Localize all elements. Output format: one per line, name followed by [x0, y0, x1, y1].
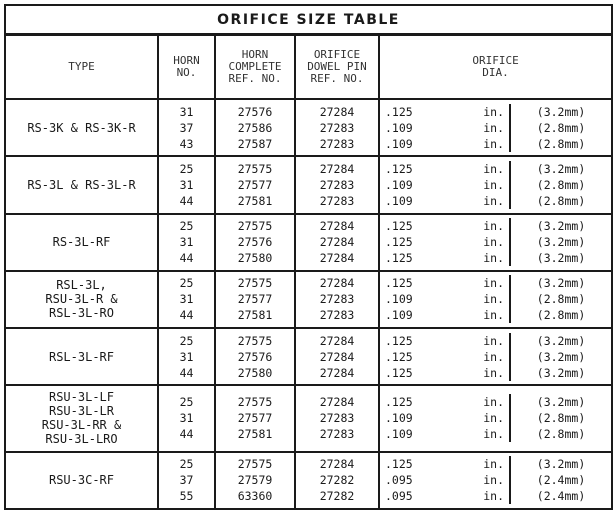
horn-no: 31	[179, 292, 194, 307]
dia-inch-cell	[379, 214, 509, 271]
type-cell	[5, 385, 158, 451]
horn-ref: 27577	[237, 177, 273, 192]
header-line: ORIFICE	[313, 48, 361, 61]
dia-inch-line	[380, 333, 509, 349]
type-line: RSU-3L-LR	[48, 404, 115, 419]
header-type	[5, 35, 158, 100]
unit-in: in.	[483, 193, 504, 208]
dia-inch-value: .109	[385, 427, 413, 442]
horn-ref: 27576	[237, 235, 273, 250]
header-line: DOWEL PIN	[307, 60, 367, 73]
type-cell	[5, 214, 158, 271]
horn-no-cell	[158, 452, 215, 509]
horn-no: 31	[179, 411, 194, 426]
horn-no: 55	[179, 489, 194, 504]
dia-mm: (3.2mm)	[509, 349, 611, 365]
horn-ref: 27575	[237, 276, 273, 291]
dowel-ref-cell	[295, 452, 379, 509]
dowel-ref: 27283	[319, 292, 355, 307]
horn-ref: 27580	[237, 365, 273, 380]
dia-mm-cell	[509, 99, 612, 156]
horn-ref: 27579	[237, 473, 273, 488]
dowel-ref: 27283	[319, 120, 355, 135]
header-line: NO.	[176, 66, 197, 79]
dowel-ref: 27283	[319, 136, 355, 151]
dowel-ref-cell	[295, 156, 379, 213]
unit-in: in.	[483, 161, 504, 176]
horn-ref: 27581	[237, 308, 273, 323]
horn-no: 25	[179, 333, 194, 348]
dia-mm: (2.4mm)	[509, 488, 611, 504]
horn-no: 44	[179, 308, 194, 323]
header-orifice-dia	[379, 35, 612, 100]
dia-inch-cell	[379, 328, 509, 385]
horn-ref: 27580	[237, 251, 273, 266]
unit-in: in.	[483, 365, 504, 380]
dia-inch-line	[380, 120, 509, 136]
dowel-ref: 27282	[319, 473, 355, 488]
dia-inch-value: .125	[385, 333, 413, 348]
dia-inch-cell	[379, 156, 509, 213]
dia-inch-value: .125	[385, 365, 413, 380]
horn-ref: 27581	[237, 427, 273, 442]
dia-inch-value: .125	[385, 395, 413, 410]
dia-mm: (3.2mm)	[509, 161, 611, 177]
dia-mm: (3.2mm)	[509, 456, 611, 472]
dia-inch-line	[380, 426, 509, 442]
horn-ref: 27587	[237, 136, 273, 151]
horn-no: 25	[179, 161, 194, 176]
table-row-group	[5, 156, 612, 213]
horn-ref: 63360	[237, 489, 273, 504]
dia-inch-line	[380, 193, 509, 209]
horn-ref: 27576	[237, 104, 273, 119]
header-line: REF. NO.	[310, 72, 364, 85]
dia-inch-line	[380, 234, 509, 250]
unit-in: in.	[483, 292, 504, 307]
dia-inch-line	[380, 275, 509, 291]
dowel-ref-cell	[295, 385, 379, 451]
dia-inch-cell	[379, 452, 509, 509]
dia-mm-cell	[509, 271, 612, 328]
dia-mm: (3.2mm)	[509, 333, 611, 349]
dowel-ref: 27283	[319, 427, 355, 442]
header-dowel-pin-ref	[295, 35, 379, 100]
dowel-ref-cell	[295, 99, 379, 156]
dia-mm: (3.2mm)	[509, 104, 611, 120]
type-line: RSU-3L-LRO	[45, 432, 118, 447]
dia-mm-cell	[509, 328, 612, 385]
horn-ref-cell	[215, 99, 295, 156]
type-line: RSU-3L-LF	[48, 390, 115, 405]
dowel-ref-cell	[295, 328, 379, 385]
dia-inch-value: .125	[385, 251, 413, 266]
dowel-ref: 27284	[319, 349, 355, 364]
horn-no: 25	[179, 219, 194, 234]
horn-no-cell	[158, 385, 215, 451]
dia-inch-line	[380, 104, 509, 120]
horn-no: 25	[179, 395, 194, 410]
dia-inch-line	[380, 291, 509, 307]
type-line: RS-3K & RS-3K-R	[27, 120, 136, 135]
type-line: RSL-3L-RO	[48, 306, 115, 321]
table-row-group	[5, 452, 612, 509]
horn-ref: 27586	[237, 120, 273, 135]
dia-inch-cell	[379, 271, 509, 328]
horn-ref: 27575	[237, 395, 273, 410]
type-cell	[5, 156, 158, 213]
horn-ref: 27575	[237, 161, 273, 176]
dia-mm: (2.8mm)	[509, 177, 611, 193]
dia-inch-value: .109	[385, 193, 413, 208]
dowel-ref: 27282	[319, 489, 355, 504]
dowel-ref-cell	[295, 214, 379, 271]
dia-inch-line	[380, 472, 509, 488]
horn-no: 31	[179, 104, 194, 119]
dia-inch-line	[380, 488, 509, 504]
header-line: REF. NO.	[228, 72, 282, 85]
horn-no-cell	[158, 99, 215, 156]
type-cell	[5, 328, 158, 385]
dia-inch-value: .109	[385, 120, 413, 135]
unit-in: in.	[483, 219, 504, 234]
horn-no: 44	[179, 193, 194, 208]
dia-mm: (2.8mm)	[509, 193, 611, 209]
dia-inch-line	[380, 456, 509, 472]
dowel-ref: 27284	[319, 365, 355, 380]
unit-in: in.	[483, 235, 504, 250]
dowel-ref: 27284	[319, 251, 355, 266]
horn-no-cell	[158, 214, 215, 271]
dia-inch-line	[380, 161, 509, 177]
unit-in: in.	[483, 411, 504, 426]
dowel-ref: 27284	[319, 104, 355, 119]
horn-ref: 27577	[237, 292, 273, 307]
dia-inch-cell	[379, 99, 509, 156]
horn-no: 43	[179, 136, 194, 151]
table-row-group	[5, 214, 612, 271]
horn-ref: 27575	[237, 457, 273, 472]
horn-ref: 27581	[237, 193, 273, 208]
type-line: RSU-3L-RR &	[41, 418, 122, 433]
dia-inch-value: .125	[385, 349, 413, 364]
type-cell	[5, 271, 158, 328]
dowel-ref: 27284	[319, 457, 355, 472]
dia-inch-value: .125	[385, 219, 413, 234]
horn-no: 44	[179, 427, 194, 442]
horn-ref-cell	[215, 156, 295, 213]
table-title: ORIFICE SIZE TABLE	[5, 5, 612, 35]
dia-mm: (3.2mm)	[509, 275, 611, 291]
dia-mm: (2.8mm)	[509, 426, 611, 442]
horn-no: 37	[179, 473, 194, 488]
horn-no: 44	[179, 365, 194, 380]
unit-in: in.	[483, 333, 504, 348]
dia-mm-cell	[509, 156, 612, 213]
horn-no: 31	[179, 349, 194, 364]
dia-inch-value: .095	[385, 489, 413, 504]
horn-ref-cell	[215, 328, 295, 385]
unit-in: in.	[483, 457, 504, 472]
dowel-ref: 27284	[319, 333, 355, 348]
header-type-line: TYPE	[68, 60, 95, 73]
dia-mm-cell	[509, 452, 612, 509]
dia-inch-value: .125	[385, 276, 413, 291]
horn-ref-cell	[215, 214, 295, 271]
dowel-ref: 27284	[319, 161, 355, 176]
type-line: RSU-3C-RF	[48, 473, 115, 488]
dia-inch-line	[380, 365, 509, 381]
horn-ref: 27575	[237, 219, 273, 234]
header-line: ORIFICE	[472, 54, 519, 67]
horn-ref: 27577	[237, 411, 273, 426]
horn-no: 37	[179, 120, 194, 135]
dia-inch-line	[380, 410, 509, 426]
horn-ref-cell	[215, 271, 295, 328]
unit-in: in.	[483, 395, 504, 410]
horn-no: 25	[179, 276, 194, 291]
table-row-group	[5, 99, 612, 156]
unit-in: in.	[483, 136, 504, 151]
dowel-ref-cell	[295, 271, 379, 328]
horn-no: 31	[179, 177, 194, 192]
dia-inch-line	[380, 307, 509, 323]
unit-in: in.	[483, 427, 504, 442]
unit-in: in.	[483, 276, 504, 291]
unit-in: in.	[483, 104, 504, 119]
dia-mm: (2.8mm)	[509, 120, 611, 136]
dia-inch-line	[380, 177, 509, 193]
dia-inch-value: .109	[385, 308, 413, 323]
type-line: RS-3L-RF	[52, 235, 111, 250]
dowel-ref: 27284	[319, 235, 355, 250]
header-line: DIA.	[482, 66, 509, 79]
type-line: RSL-3L,	[56, 278, 107, 293]
horn-no-cell	[158, 271, 215, 328]
horn-no: 31	[179, 235, 194, 250]
header-line: HORN	[173, 54, 200, 67]
unit-in: in.	[483, 349, 504, 364]
unit-in: in.	[483, 473, 504, 488]
dia-inch-value: .125	[385, 161, 413, 176]
unit-in: in.	[483, 177, 504, 192]
horn-ref: 27576	[237, 349, 273, 364]
dia-mm: (3.2mm)	[509, 365, 611, 381]
dowel-ref: 27283	[319, 193, 355, 208]
dia-inch-value: .095	[385, 473, 413, 488]
dia-inch-value: .109	[385, 177, 413, 192]
unit-in: in.	[483, 489, 504, 504]
dia-inch-cell	[379, 385, 509, 451]
dia-mm: (3.2mm)	[509, 218, 611, 234]
dia-inch-value: .125	[385, 457, 413, 472]
horn-no-cell	[158, 156, 215, 213]
dia-mm: (3.2mm)	[509, 234, 611, 250]
unit-in: in.	[483, 120, 504, 135]
dowel-ref: 27284	[319, 276, 355, 291]
horn-ref-cell	[215, 385, 295, 451]
dia-inch-value: .109	[385, 136, 413, 151]
dia-mm: (2.8mm)	[509, 291, 611, 307]
horn-no: 25	[179, 457, 194, 472]
dia-inch-value: .125	[385, 104, 413, 119]
dia-mm: (3.2mm)	[509, 394, 611, 410]
dia-mm: (2.8mm)	[509, 410, 611, 426]
horn-ref-cell	[215, 452, 295, 509]
dia-inch-line	[380, 250, 509, 266]
dowel-ref: 27284	[319, 219, 355, 234]
horn-no-cell	[158, 328, 215, 385]
dowel-ref: 27283	[319, 308, 355, 323]
type-cell	[5, 99, 158, 156]
dia-mm: (2.8mm)	[509, 307, 611, 323]
table-row-group	[5, 271, 612, 328]
dowel-ref: 27283	[319, 177, 355, 192]
dia-inch-value: .109	[385, 411, 413, 426]
table-row-group	[5, 385, 612, 451]
dia-inch-line	[380, 218, 509, 234]
dowel-ref: 27284	[319, 395, 355, 410]
dia-inch-line	[380, 394, 509, 410]
dia-inch-line	[380, 136, 509, 152]
dowel-ref: 27283	[319, 411, 355, 426]
header-line: COMPLETE	[228, 60, 282, 73]
type-line: RSU-3L-R &	[45, 292, 118, 307]
type-line: RS-3L & RS-3L-R	[27, 177, 136, 192]
horn-no: 44	[179, 251, 194, 266]
horn-ref: 27575	[237, 333, 273, 348]
type-line: RSL-3L-RF	[48, 349, 115, 364]
dia-mm: (2.4mm)	[509, 472, 611, 488]
dia-mm: (3.2mm)	[509, 250, 611, 266]
header-horn-no	[158, 35, 215, 100]
unit-in: in.	[483, 251, 504, 266]
dia-inch-value: .109	[385, 292, 413, 307]
dia-mm-cell	[509, 385, 612, 451]
table-row-group	[5, 328, 612, 385]
orifice-size-table	[4, 4, 613, 510]
dia-inch-value: .125	[385, 235, 413, 250]
type-cell	[5, 452, 158, 509]
dia-mm: (2.8mm)	[509, 136, 611, 152]
header-horn-complete-ref	[215, 35, 295, 100]
dia-mm-cell	[509, 214, 612, 271]
dia-inch-line	[380, 349, 509, 365]
header-line: HORN	[241, 48, 269, 61]
unit-in: in.	[483, 308, 504, 323]
